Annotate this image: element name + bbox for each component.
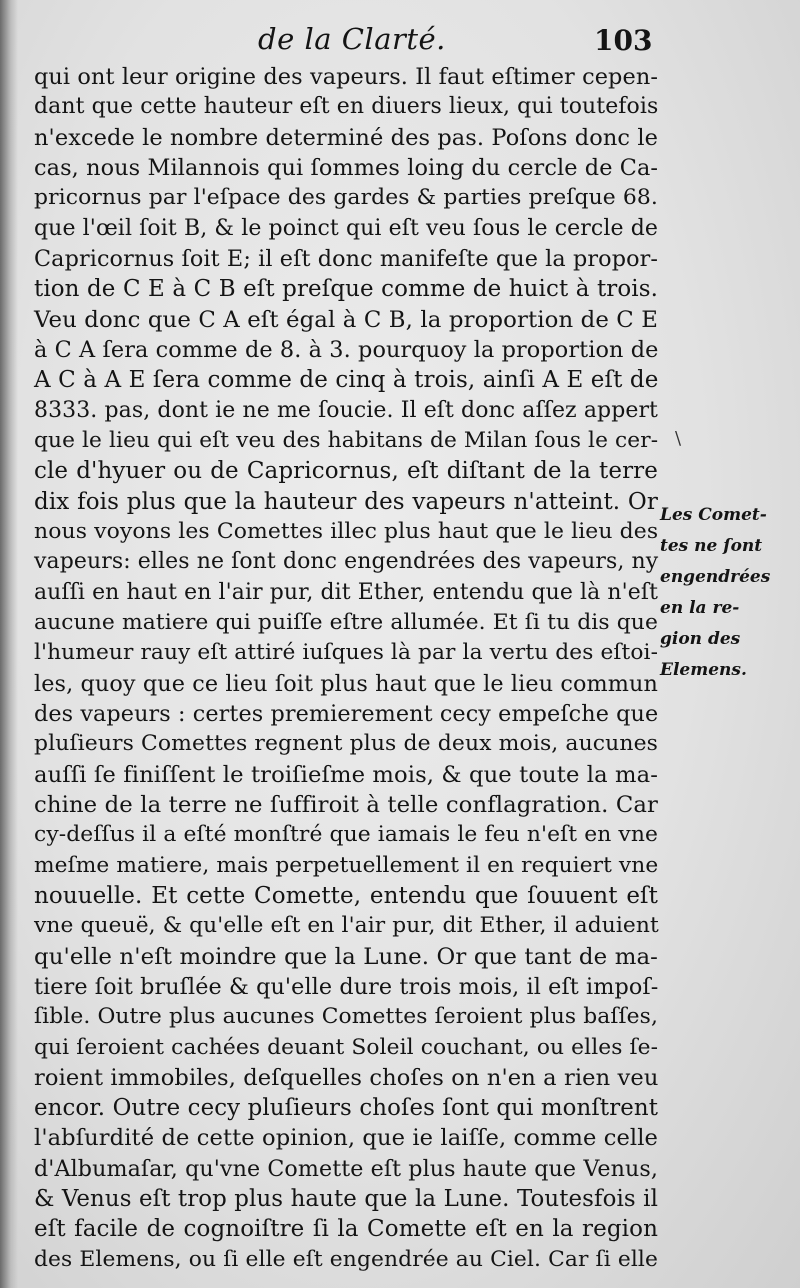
running-head-title: de la Clarté. [258, 22, 446, 56]
text-line: auſſi ſe finiſſent le troiſieſme mois, & que toute la ma- [34, 761, 658, 788]
text-line: vne queuë, & qu'elle eſt en l'air pur, dit Ether, il aduient [34, 913, 659, 939]
text-line: encor. Outre cecy pluſieurs choſes ſont qui monſtrent [34, 1095, 658, 1122]
body-text [34, 62, 658, 1275]
text-line: auſſi en haut en l'air pur, dit Ether, entendu que là n'eſt [34, 579, 658, 605]
text-line: aucune matiere qui puiſſe eſtre allumée. Et ſi tu dis que [34, 609, 658, 635]
text-line: dix fois plus que la hauteur des vapeurs n'atteint. Or [34, 488, 658, 515]
text-line: dant que cette hauteur eſt en diuers lieux, qui toutefois [34, 94, 659, 120]
margin-note-line: Elemens. [660, 660, 747, 680]
text-line: cy-deſſus il a eſté monſtré que iamais le feu n'eſt en vne [34, 822, 659, 848]
text-line: les, quoy que ce lieu ſoit plus haut que le lieu commun [34, 670, 658, 697]
text-line: pricornus par l'eſpace des gardes & parties preſque 68. [34, 185, 658, 211]
text-line: l'abſurdité de cette opinion, que ie laiſſe, comme celle [34, 1125, 658, 1152]
running-head [0, 20, 800, 60]
text-line: 8333. pas, dont ie ne me ſoucie. Il eſt donc aſſez appert [34, 397, 658, 423]
text-line: eſt facile de cognoiſtre ſi la Comette eſt en la region [34, 1216, 658, 1243]
margin-note-line: en la re- [660, 598, 740, 618]
text-line: Veu donc que C A eſt égal à C B, la proportion de C E [34, 306, 658, 333]
text-line: que le lieu qui eſt veu des habitans de Milan ſous le cer- [34, 427, 659, 453]
margin-note [660, 500, 798, 686]
text-line: n'excede le nombre determiné des pas. Poſons donc le [34, 124, 658, 151]
text-line: roient immobiles, deſquelles choſes on n'en a rien veu [34, 1064, 659, 1091]
text-line: Capricornus ſoit E; il eſt donc manifeſte que la propor- [34, 245, 659, 272]
page-gutter-shadow [0, 0, 18, 1288]
margin-note-line: gion des [660, 629, 741, 649]
text-line: chine de la terre ne ſuffiroit à telle conflagration. Car [34, 791, 658, 818]
text-line: meſme matiere, mais perpetuellement il en requiert vne [34, 852, 659, 878]
text-line: d'Albumaſar, qu'vne Comette eſt plus haute que Venus, [34, 1155, 658, 1182]
page-number: 103 [594, 24, 653, 57]
text-line: qui ſeroient cachées deuant Soleil couchant, ou elles ſe- [34, 1034, 659, 1060]
text-line: des Elemens, ou ſi elle eſt engendrée au Ciel. Car ſi elle [34, 1246, 658, 1272]
text-line: cle d'hyuer ou de Capricornus, eſt diſtant de la terre [34, 458, 658, 485]
text-line: tion de C E à C B eſt preſque comme de huict à trois. [34, 276, 658, 303]
text-line: à C A ſera comme de 8. à 3. pourquoy la proportion de [34, 336, 659, 363]
text-line: A C à A E ſera comme de cinq à trois, ainſi A E eſt de [34, 367, 659, 394]
text-line: vapeurs: elles ne ſont donc engendrées des vapeurs, ny [34, 549, 659, 575]
text-line: l'humeur rauy eſt attiré iuſques là par la vertu des eſtoi- [34, 640, 658, 666]
text-line: cas, nous Milannois qui ſommes loing du cercle de Ca- [34, 154, 659, 181]
stray-ink-mark: \ [675, 428, 682, 449]
text-line: tiere ſoit bruſlée & qu'elle dure trois mois, il eſt impoſ- [34, 973, 659, 1000]
text-line: qui ont leur origine des vapeurs. Il faut eſtimer cepen- [34, 64, 658, 90]
text-line: que l'œil ſoit B, & le poinct qui eſt veu ſous le cercle de [34, 215, 658, 241]
text-line: qu'elle n'eſt moindre que la Lune. Or que tant de ma- [34, 943, 658, 970]
margin-note-line: Les Comet- [660, 505, 767, 525]
text-line: des vapeurs : certes premierement cecy empeſche que [34, 700, 659, 727]
margin-note-line: tes ne ſont [660, 536, 763, 556]
text-line: nous voyons les Comettes illec plus haut que le lieu des [34, 518, 659, 544]
text-line: nouuelle. Et cette Comette, entendu que ſouuent eſt [34, 882, 658, 909]
text-line: & Venus eſt trop plus haute que la Lune. Toutesfois il [34, 1186, 658, 1213]
text-line: ſible. Outre plus aucunes Comettes ſeroient plus baſſes, [34, 1004, 658, 1030]
margin-note-line: engendrées [660, 567, 771, 587]
text-line: pluſieurs Comettes regnent plus de deux mois, aucunes [34, 731, 658, 757]
